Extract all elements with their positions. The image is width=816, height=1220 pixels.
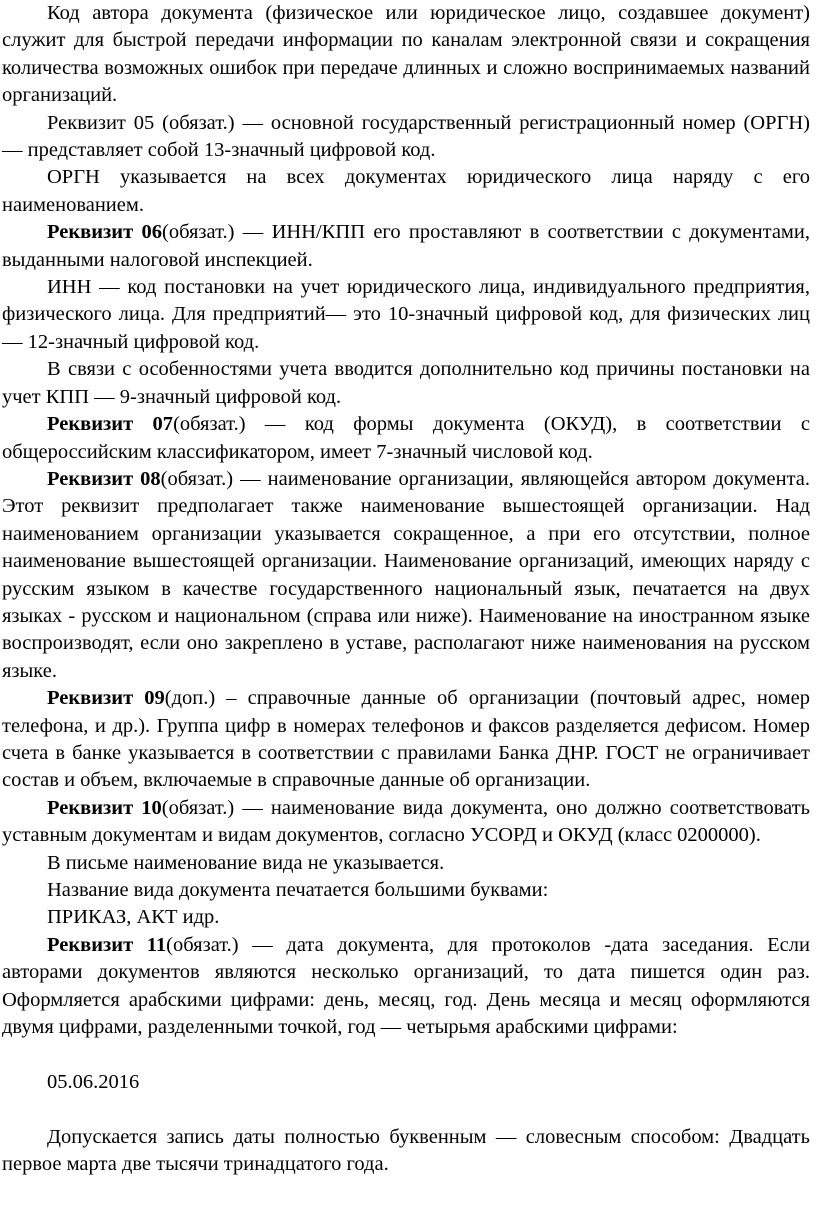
paragraph-requisite-11 xyxy=(2,932,810,1042)
paragraph-verbal-date xyxy=(2,1124,810,1179)
paragraph-text: ПРИКАЗ, АКТ идр. xyxy=(47,906,220,929)
requisite-label: Реквизит 08 xyxy=(47,467,161,490)
paragraph-text: Название вида документа печатается большими буквами: xyxy=(47,879,549,901)
requisite-label: Реквизит 10 xyxy=(47,796,162,819)
blank-line xyxy=(2,1041,810,1068)
paragraph-letter-note xyxy=(2,850,810,877)
paragraph-text: (обязат.) — дата документа, для протоколов -дата заседания. Если авторами документов являются несколько организаций, то дата пишется один раз. Оформляется арабскими цифрами: день, месяц, год. День месяца и месяц оформляются двумя цифрами, разделенными точкой, год — четырьмя арабскими цифрами: xyxy=(2,933,810,1039)
paragraph-text: Реквизит 05 (обязат.) — основной государственный регистрационный номер (ОРГН) — представляет собой 13-значный цифровой код. xyxy=(2,111,810,162)
requisite-label: Реквизит 11 xyxy=(47,933,167,956)
paragraph-text: (обязат.) — код формы документа (ОКУД), в соответствии с общероссийским классификатором, имеет 7-значный числовой код. xyxy=(2,413,810,463)
paragraph-inn xyxy=(2,274,810,356)
paragraph-requisite-07 xyxy=(2,411,810,466)
paragraph-ogrn xyxy=(2,164,810,219)
paragraph-author-code xyxy=(2,0,810,110)
paragraph-text: (обязат.) — ИНН/КПП его проставляют в соответствии с документами, выданными налоговой инспекцией. xyxy=(2,221,811,271)
paragraph-text: ИНН — код постановки на учет юридического лица, индивидуального предприятия, физического лица. Для предприятий— это 10-значный цифровой код, для физических лиц — 12-значный цифровой код. xyxy=(2,276,810,353)
paragraph-examples xyxy=(2,904,810,931)
paragraph-requisite-05 xyxy=(2,110,810,165)
requisite-label: Реквизит 06 xyxy=(47,221,162,244)
requisite-label: Реквизит 07 xyxy=(47,413,174,436)
paragraph-text: В письме наименование вида не указывается. xyxy=(47,851,445,874)
paragraph-requisite-09 xyxy=(2,685,810,795)
date-example: 05.06.2016 xyxy=(47,1070,140,1093)
paragraph-requisite-10 xyxy=(2,795,810,850)
paragraph-date-example xyxy=(2,1069,810,1096)
paragraph-requisite-08 xyxy=(2,466,810,685)
paragraph-text: В связи с особенностями учета вводится дополнительно код причины постановки на учет КПП — 9-значный цифровой код. xyxy=(2,358,810,408)
blank-line xyxy=(2,1096,810,1123)
paragraph-capital-letters xyxy=(2,877,810,904)
paragraph-text: (обязат.) — наименование организации, являющейся автором документа. Этот реквизит предполагает также наименование вышестоящей организации. Над наименованием организации указывается сокращенное, а при его отсутствии, полное наименование вышестоящей организации. Наименование организаций, имеющих наряду с русским языком в качестве государственного национальный язык, печатается на двух языках - русском и национальном (справа или ниже). Наименование на иностранном языке воспроизводят, если оно закреплено в уставе, располагают ниже наименования на русском языке. xyxy=(2,467,810,682)
paragraph-text: Допускается запись даты полностью буквенным — словесным способом: Двадцать первое марта две тысячи тринадцатого года. xyxy=(2,1125,810,1176)
paragraph-text: ОРГН указывается на всех документах юридического лица наряду с его наименованием. xyxy=(2,166,810,216)
paragraph-text: Код автора документа (физическое или юридическое лицо, создавшее документ) служит для быстрой передачи информации по каналам электронной связи и сокращения количества возможных ошибок при передаче длинных и сложно воспринимаемых названий организаций. xyxy=(2,2,810,107)
paragraph-requisite-06 xyxy=(2,219,810,274)
paragraph-text: (доп.) – справочные данные об организации (почтовый адрес, номер телефона, и др.). Группа цифр в номерах телефонов и факсов разделяется дефисом. Номер счета в банке указывается в соответствии с правилами Банка ДНР. ГОСТ не ограничивает состав и объем, включаемые в справочные данные об организации. xyxy=(2,687,811,792)
paragraph-text: (обязат.) — наименование вида документа, оно должно соответствовать уставным документам и видам документов, согласно УСОРД и ОКУД (класс 0200000). xyxy=(2,796,811,847)
requisite-label: Реквизит 09 xyxy=(47,687,165,710)
paragraph-kpp xyxy=(2,356,810,411)
